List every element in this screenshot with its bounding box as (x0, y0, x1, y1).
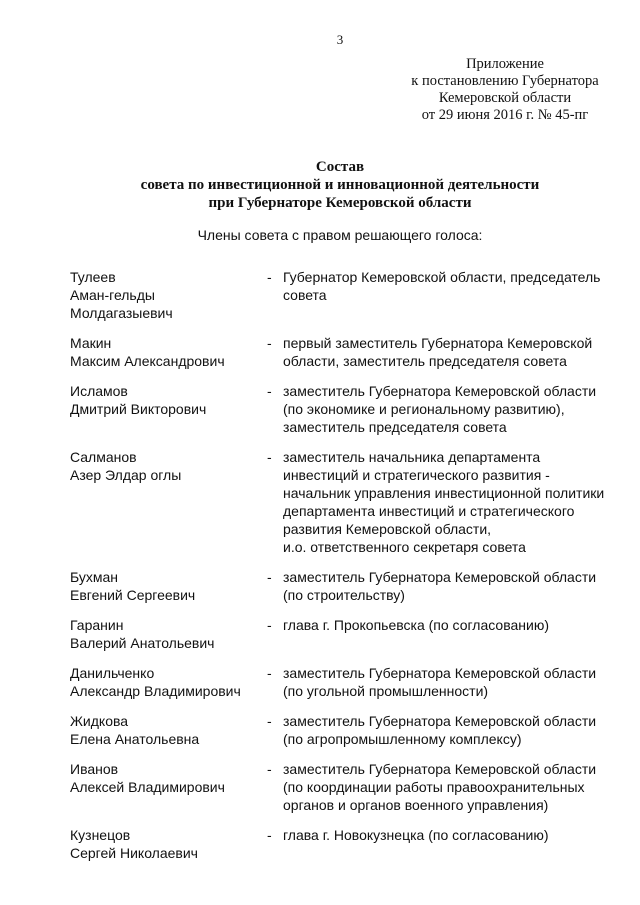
member-name-line: Макин (70, 335, 112, 351)
member-role-line: глава г. Прокопьевска (по согласованию) (283, 617, 549, 633)
member-row (70, 382, 630, 436)
member-name-line: Евгений Сергеевич (70, 587, 196, 603)
member-role (283, 334, 608, 370)
member-role-line: совета (283, 287, 327, 303)
dash-separator: - (267, 761, 272, 777)
dash-separator: - (267, 713, 272, 729)
member-name-line: Азер Элдар оглы (70, 467, 182, 483)
member-name-line: Данильченко (70, 665, 155, 681)
appendix-line: к постановлению Губернатора (411, 73, 599, 89)
member-role (283, 268, 608, 322)
dash-separator: - (267, 383, 272, 399)
member-role-line: (по координации работы правоохранительных (283, 779, 585, 795)
member-name-line: Тулеев (70, 269, 116, 285)
member-name-line: Алексей Владимирович (70, 779, 225, 795)
member-name (70, 826, 267, 862)
member-role-line: органов и органов военного управления) (283, 797, 549, 813)
member-role-line: заместитель Губернатора Кемеровской области (283, 713, 597, 729)
member-role-line: департамента инвестиций и стратегического (283, 503, 575, 519)
member-name-line: Максим Александрович (70, 353, 225, 369)
member-name-line: Дмитрий Викторович (70, 401, 207, 417)
member-role-line: области, заместитель председателя совета (283, 353, 567, 369)
member-name-line: Салманов (70, 449, 137, 465)
member-role-line: (по агропромышленному комплексу) (283, 731, 522, 747)
member-name-line: Елена Анатольевна (70, 731, 200, 747)
member-name (70, 616, 267, 652)
member-name-line: Жидкова (70, 713, 129, 729)
appendix-block (380, 56, 630, 124)
member-role-line: заместитель Губернатора Кемеровской области (283, 383, 597, 399)
title-line: при Губернаторе Кемеровской области (208, 195, 472, 211)
member-role (283, 826, 608, 862)
member-role (283, 382, 608, 436)
member-name-line: Бухман (70, 569, 119, 585)
member-role (283, 712, 608, 748)
appendix-line: Кемеровской области (438, 90, 572, 106)
member-role-line: заместитель начальника департамента (283, 449, 541, 465)
member-role-line: (по экономике и региональному развитию), (283, 401, 565, 417)
member-name (70, 664, 267, 700)
member-name-line: Кузнецов (70, 827, 131, 843)
appendix-line: Приложение (466, 56, 544, 72)
member-name (70, 568, 267, 604)
title-line: Состав (315, 159, 365, 175)
member-name-line: Иванов (70, 761, 119, 777)
member-row (70, 664, 630, 700)
member-name (70, 448, 267, 556)
member-name-line: Александр Владимирович (70, 683, 241, 699)
section-subtitle: Члены совета с правом решающего голоса: (197, 227, 483, 243)
member-role (283, 760, 608, 814)
member-name-line: Аман-гельды (70, 287, 155, 303)
member-row (70, 448, 630, 556)
title-line: совета по инвестиционной и инновационной деятельности (140, 177, 540, 193)
member-name (70, 268, 267, 322)
member-role-line: развития Кемеровской области, (283, 521, 492, 537)
member-name-line: Сергей Николаевич (70, 845, 198, 861)
member-name-line: Молдагазыевич (70, 305, 173, 321)
member-role-line: глава г. Новокузнецка (по согласованию) (283, 827, 549, 843)
dash-separator: - (267, 617, 272, 633)
member-name-line: Исламов (70, 383, 128, 399)
dash-separator: - (267, 449, 272, 465)
member-role (283, 616, 608, 652)
member-row (70, 268, 630, 322)
member-role-line: первый заместитель Губернатора Кемеровской (283, 335, 593, 351)
member-row (70, 334, 630, 370)
member-role-line: инвестиций и стратегического развития - (283, 467, 550, 483)
member-name-line: Гаранин (70, 617, 124, 633)
member-row (70, 760, 630, 814)
member-role-line: заместитель Губернатора Кемеровской области (283, 761, 597, 777)
members-list (70, 268, 630, 874)
dash-separator: - (267, 827, 272, 843)
document-title (0, 158, 640, 212)
member-name (70, 334, 267, 370)
member-role-line: и.о. ответственного секретаря совета (283, 539, 526, 555)
member-row (70, 712, 630, 748)
member-role (283, 448, 608, 556)
member-role-line: (по строительству) (283, 587, 405, 603)
member-row (70, 616, 630, 652)
member-name-line: Валерий Анатольевич (70, 635, 215, 651)
member-name (70, 760, 267, 814)
member-role-line: заместитель Губернатора Кемеровской области (283, 569, 597, 585)
member-role-line: (по угольной промышленности) (283, 683, 489, 699)
member-row (70, 568, 630, 604)
dash-separator: - (267, 665, 272, 681)
dash-separator: - (267, 269, 272, 285)
member-role-line: Губернатор Кемеровской области, председатель (283, 269, 601, 285)
appendix-line: от 29 июня 2016 г. № 45-пг (421, 107, 589, 123)
dash-separator: - (267, 335, 272, 351)
member-row (70, 826, 630, 862)
member-role (283, 568, 608, 604)
member-role-line: заместитель Губернатора Кемеровской области (283, 665, 597, 681)
member-name (70, 382, 267, 436)
member-name (70, 712, 267, 748)
member-role-line: заместитель председателя совета (283, 419, 507, 435)
member-role-line: начальник управления инвестиционной политики (283, 485, 605, 501)
dash-separator: - (267, 569, 272, 585)
page-number: 3 (336, 32, 344, 47)
member-role (283, 664, 608, 700)
